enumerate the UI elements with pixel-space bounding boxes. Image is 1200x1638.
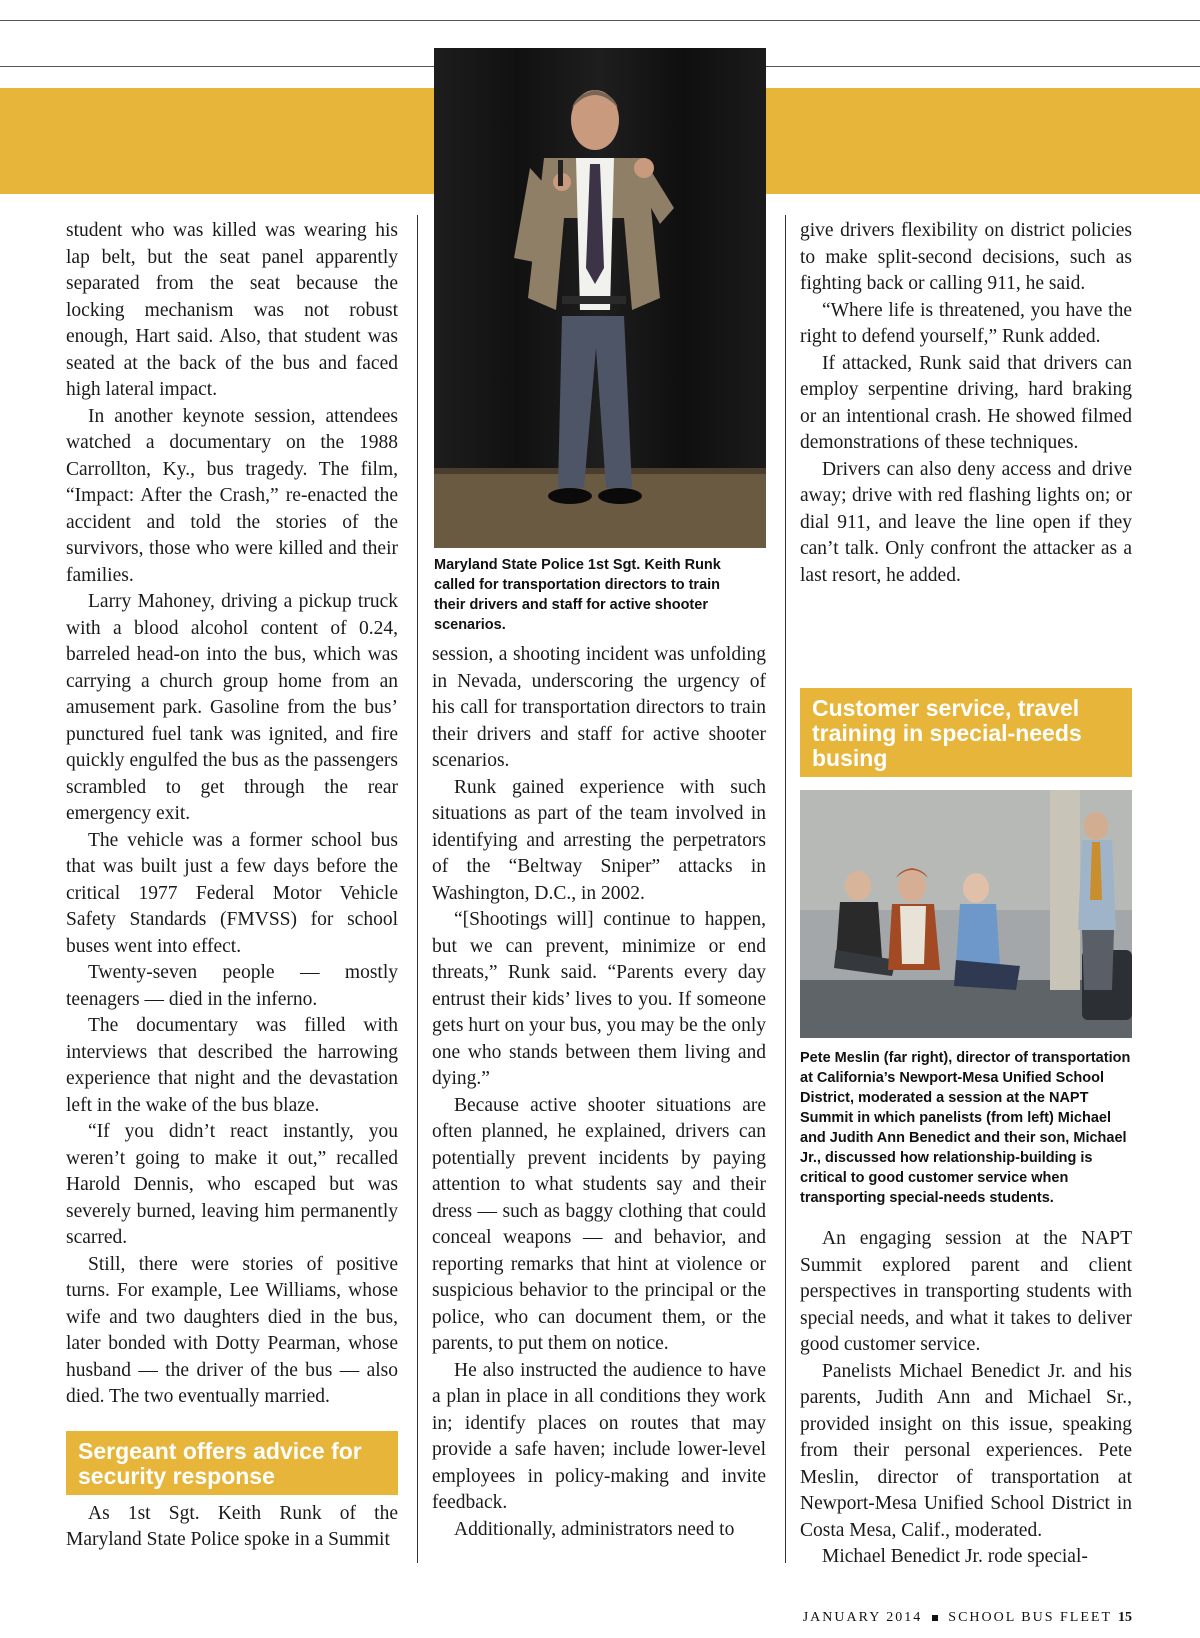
middle-paragraph: session, a shooting incident was unfolding in Nevada, underscoring the urgency of his call for transportation directors to train their drivers and staff for active shooter scenarios. bbox=[432, 644, 766, 771]
right-paragraph: Panelists Michael Benedict Jr. and his parents, Judith Ann and Michael Sr., provided insight on this issue, speaking from their personal experiences. Pete Meslin, director of transportation at Newport-Mesa Unified School District in Costa Mesa, Calif., moderated. bbox=[800, 1360, 1132, 1541]
right-column-lower bbox=[800, 1226, 1132, 1571]
photo-caption-panel: Pete Meslin (far right), director of transportation at California’s Newport-Mesa Unified School District, moderated a session at the NAPT Summit in which panelists (from left) Michael and Judith Ann Benedict and their son, Michael Jr., discussed how relationship-building is critical to good customer service when transporting special-needs students. bbox=[800, 1050, 1131, 1206]
column-divider bbox=[417, 215, 418, 1563]
left-paragraph: In another keynote session, attendees watched a documentary on the 1988 Carrollton, Ky., bus tragedy. The film, “Impact: After the Crash,” re-enacted the accident and told the stories of the survivors, those who were killed and their families. bbox=[66, 405, 398, 586]
right-paragraph: If attacked, Runk said that drivers can employ serpentine driving, hard braking or an intentional crash. He showed filmed demonstrations of these techniques. bbox=[800, 352, 1132, 453]
right-paragraph: Drivers can also deny access and drive away; drive with red flashing lights on; or dial 911, and leave the line open if they can’t talk. Only confront the attacker as a last resort, he added. bbox=[800, 458, 1132, 586]
photo-keith-runk bbox=[434, 48, 766, 548]
right-paragraph: An engaging session at the NAPT Summit explored parent and client perspectives in transporting students with special needs, and what it takes to deliver good customer service. bbox=[800, 1228, 1132, 1355]
middle-paragraph: Runk gained experience with such situations as part of the team involved in identifying and arresting the perpetrators of the “Beltway Sniper” attacks in Washington, D.C., in 2002. bbox=[432, 776, 766, 904]
photo-caption-runk: Maryland State Police 1st Sgt. Keith Runk called for transportation directors to train their drivers and staff for active shooter scenarios. bbox=[434, 557, 721, 633]
photo-keith-runk-illustration bbox=[434, 48, 766, 548]
left-paragraph: As 1st Sgt. Keith Runk of the Maryland State Police spoke in a Summit bbox=[66, 1502, 398, 1550]
page-footer bbox=[803, 1610, 1132, 1626]
page-number: 15 bbox=[1118, 1610, 1132, 1625]
middle-paragraph: He also instructed the audience to have a plan in place in all conditions they work in; identify places on routes that may provide a safe haven; include lower-level employees in policy-making and invite feedback. bbox=[432, 1359, 766, 1513]
right-column bbox=[800, 218, 1132, 589]
middle-paragraph: “[Shootings will] continue to happen, but we can prevent, minimize or end threats,” Runk said. “Parents every day entrust their kids’ lives to you. If someone gets hurt on your bus, you may be the only one who stands between them living and dying.” bbox=[432, 909, 766, 1089]
photo-napt-panel-illustration bbox=[800, 790, 1132, 1038]
header-rule-top bbox=[0, 20, 1200, 21]
photo-napt-panel bbox=[800, 790, 1132, 1038]
column-divider bbox=[785, 215, 786, 1563]
left-paragraph: Still, there were stories of positive turns. For example, Lee Williams, whose wife and two daughters died in the bus, later bonded with Dotty Pearman, whose husband — the driver of the bus — also died. The two eventually married. bbox=[66, 1253, 398, 1407]
footer-date: JANUARY 2014 bbox=[802, 1610, 923, 1625]
middle-paragraph: Because active shooter situations are often planned, he explained, drivers can potentially prevent incidents by paying attention to what students say and their dress — such as baggy clothing that could conceal weapons — and behavior, and reporting remarks that hint at violence or suspicious behavior to the principal or the police, who can document them, or the parents, to put them on notice. bbox=[432, 1094, 766, 1354]
footer-publication: SCHOOL BUS FLEET bbox=[948, 1610, 1112, 1625]
right-paragraph: “Where life is threatened, you have the right to defend yourself,” Runk added. bbox=[800, 299, 1132, 347]
left-column bbox=[66, 218, 398, 1554]
left-paragraph: Larry Mahoney, driving a pickup truck with a blood alcohol content of 0.24, barreled head-on into the bus, which was carrying a church group home from an amusement park. Gasoline from the bus’ punctured fuel tank was ignited, and fire quickly engulfed the bus as the passengers scrambled to get through the rear emergency exit. bbox=[66, 591, 398, 824]
left-paragraph: student who was killed was wearing his lap belt, but the seat panel apparently separated from the seat because the locking mechanism was not robust enough, Hart said. Also, that student was seated at the back of the bus and faced high lateral impact. bbox=[66, 220, 398, 400]
subhead-customer-service: Customer service, travel training in special-needs busing bbox=[800, 688, 1132, 777]
footer-separator bbox=[932, 1615, 938, 1621]
right-paragraph: give drivers flexibility on district policies to make split-second decisions, such as fighting back or calling 911, he said. bbox=[800, 220, 1132, 294]
left-paragraph: The documentary was filled with interviews that described the harrowing experience that night and the devastation left in the wake of the bus blaze. bbox=[66, 1015, 398, 1116]
left-paragraph: Twenty-seven people — mostly teenagers — died in the inferno. bbox=[66, 962, 398, 1010]
left-paragraph: “If you didn’t react instantly, you weren’t going to make it out,” recalled Harold Dennis, who escaped but was severely burned, leaving him permanently scarred. bbox=[66, 1121, 398, 1248]
left-paragraph: The vehicle was a former school bus that was built just a few days before the critical 1977 Federal Motor Vehicle Safety Standards (FMVSS) for school buses went into effect. bbox=[66, 829, 398, 957]
right-paragraph: Michael Benedict Jr. rode special- bbox=[822, 1546, 1088, 1567]
subhead-sergeant: Sergeant offers advice for security response bbox=[66, 1431, 398, 1495]
middle-paragraph: Additionally, administrators need to bbox=[454, 1518, 735, 1540]
middle-column bbox=[432, 642, 766, 1543]
